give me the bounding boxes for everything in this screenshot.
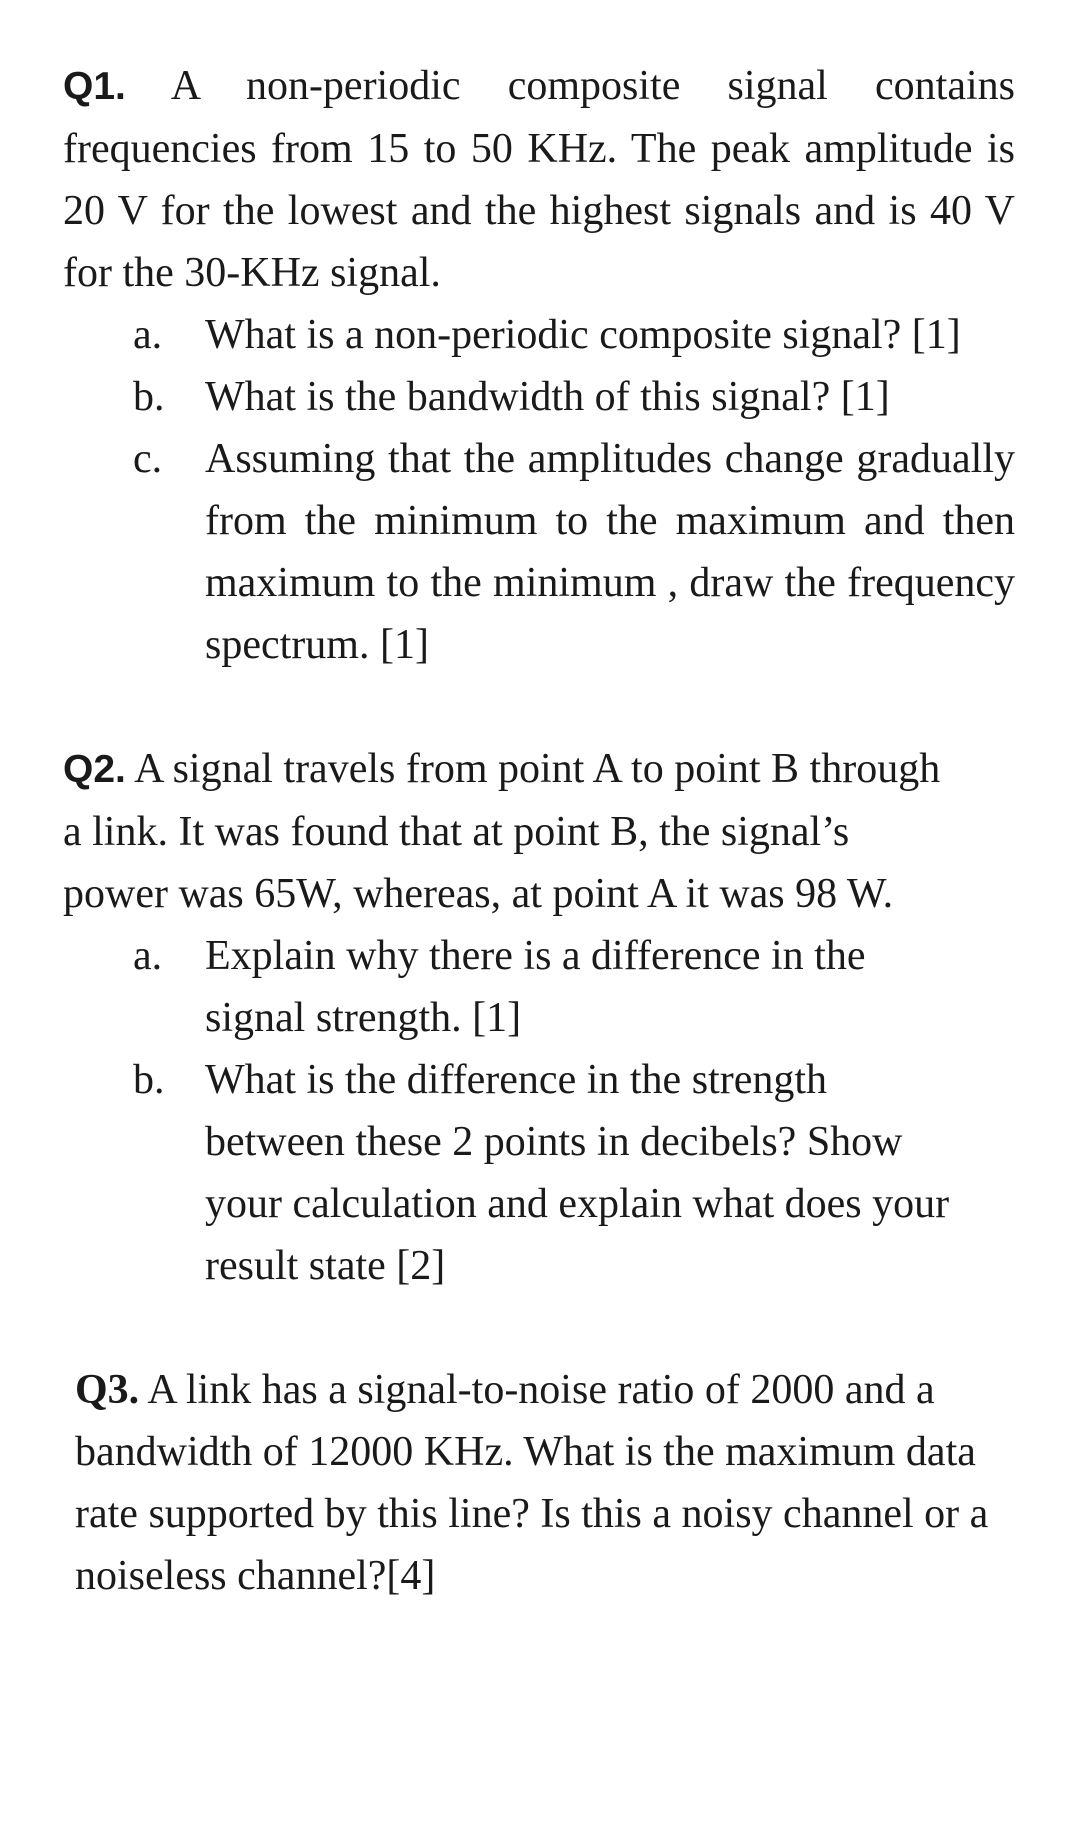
question-3-intro	[63, 1359, 1015, 1607]
question-3	[63, 1359, 1015, 1607]
question-2	[63, 738, 963, 1297]
part-text: What is the bandwidth of this signal? [1]	[205, 374, 890, 420]
question-1-part-b	[63, 366, 1015, 428]
part-text: What is the difference in the strength between these 2 points in decibels? Show your calculation and explain what does your result state [2]	[205, 1057, 950, 1289]
document-page	[63, 55, 1015, 1607]
part-letter: c.	[133, 436, 163, 482]
part-letter: b.	[133, 1057, 165, 1103]
question-2-part-b	[63, 1049, 963, 1297]
question-1-part-c	[63, 428, 1015, 676]
question-3-text: A link has a signal-to-noise ratio of 2000 and a bandwidth of 12000 KHz. What is the maximum data rate supported by this line? Is this a noisy channel or a noiseless channel?[4]	[75, 1367, 989, 1599]
question-1-number: Q1.	[63, 65, 126, 108]
part-text: Explain why there is a difference in the signal strength. [1]	[205, 933, 866, 1041]
question-3-number: Q3.	[75, 1367, 140, 1413]
question-2-number: Q2.	[63, 748, 126, 791]
question-1-parts	[63, 304, 1015, 676]
question-1-part-a	[63, 304, 1015, 366]
part-text: Assuming that the amplitudes change gradually from the minimum to the maximum and then maximum to the minimum , draw the frequency spectrum. [1]	[205, 436, 1015, 668]
part-letter: a.	[133, 933, 163, 979]
question-2-text: A signal travels from point A to point B through a link. It was found that at point B, the signal’s power was 65W, whereas, at point A it was 98 W.	[63, 746, 941, 917]
question-2-intro	[63, 738, 963, 925]
part-letter: b.	[133, 374, 165, 420]
part-letter: a.	[133, 312, 163, 358]
question-1-intro	[63, 55, 1015, 304]
question-2-part-a	[63, 925, 963, 1049]
part-text: What is a non-periodic composite signal? [1]	[205, 312, 961, 358]
question-2-parts	[63, 925, 963, 1297]
question-1	[63, 55, 1015, 676]
question-1-text: A non-periodic composite signal contains frequencies from 15 to 50 KHz. The peak amplitude is 20 V for the lowest and the highest signals and is 40 V for the 30-KHz signal.	[63, 63, 1015, 296]
